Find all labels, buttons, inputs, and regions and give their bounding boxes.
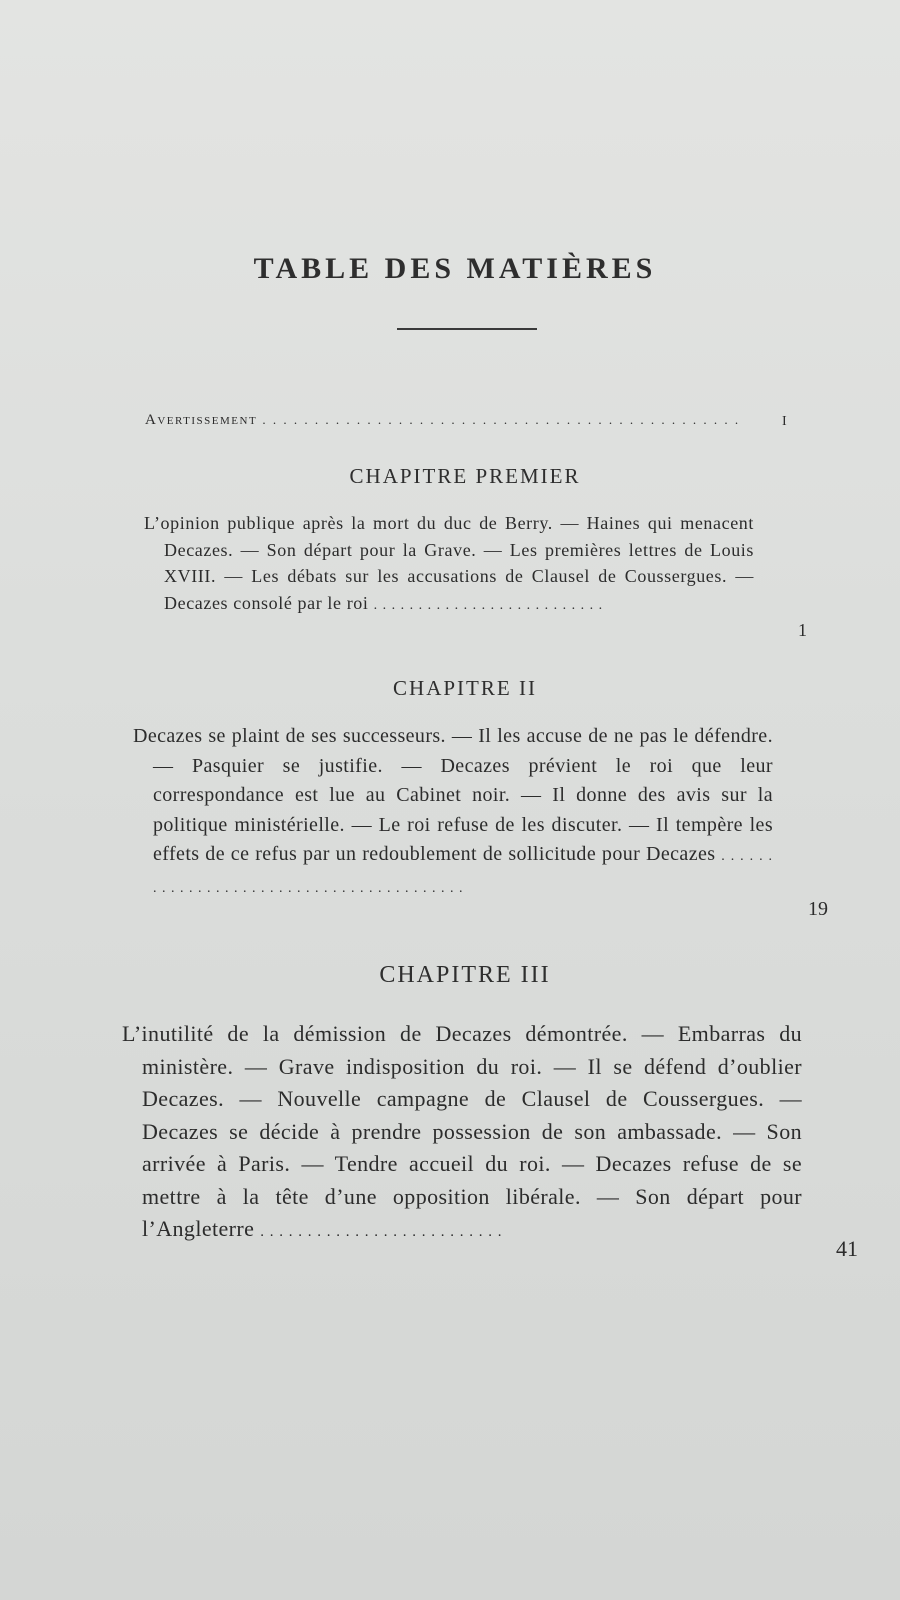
chapter-3-page: 41 xyxy=(836,1236,858,1261)
chapter-1-page: 1 xyxy=(798,620,807,640)
chapter-1-summary xyxy=(144,510,754,619)
chapter-2-summary xyxy=(133,722,773,903)
chapter-3-heading: CHAPITRE III xyxy=(379,962,551,988)
page-title: TABLE DES MATIÈRES xyxy=(253,252,657,285)
chapter-2-summary-text: Decazes se plaint de ses successeurs. — Il les accuse de ne pas le défendre. — Pasquier se justifie. — Decazes prévient le roi que leur correspondance est lue au Cabinet noir. — Il donne des avis sur la politique ministérielle. — Le roi refuse de les discuter. — Il tempère les effets de ce refus par un redoublement de sollicitude pour Decazes xyxy=(133,725,773,865)
avertissement-label: Avertissement xyxy=(145,412,258,428)
chapter-1-heading: CHAPITRE PREMIER xyxy=(349,464,581,488)
chapter-3-summary xyxy=(122,1018,802,1249)
title-rule xyxy=(397,328,537,330)
leader-dots: . . . . . . . . . . . . . . . . . . . . . . . . . . xyxy=(260,1224,503,1240)
chapter-2-heading: CHAPITRE II xyxy=(393,676,537,700)
avertissement-entry xyxy=(145,412,805,429)
leader-dots: . . . . . . . . . . . . . . . . . . . . . . . . . . . . . . . . . . . . . . . . . . . . . . xyxy=(262,412,741,427)
leader-dots: . . . . . . . . . . . . . . . . . . . . . . . . . . xyxy=(373,597,604,613)
chapter-1-summary-text: L’opinion publique après la mort du duc de Berry. — Haines qui menacent Decazes. — Son départ pour la Grave. — Les premières lettres de Louis XVIII. — Les débats sur les accusations de Clausel de Coussergues. — Decazes consolé par le roi xyxy=(144,513,754,613)
chapter-3-summary-text: L’inutilité de la démission de Decazes démontrée. — Embarras du ministère. — Grave indisposition du roi. — Il se défend d’oublier Decazes. — Nouvelle campagne de Clausel de Coussergues. — Decazes se décide à prendre possession de son ambassade. — Son arrivée à Paris. — Tendre accueil du roi. — Decazes refuse de se mettre à la tête d’une opposition libérale. — Son départ pour l’Angleterre xyxy=(122,1021,802,1241)
chapter-2-page: 19 xyxy=(808,898,828,920)
avertissement-page: I xyxy=(782,414,787,429)
leader-dots: . . . . . . . . . . . . . . . . . . . . . . . . . . . . . . . . . . . . . . . . . xyxy=(153,849,774,896)
